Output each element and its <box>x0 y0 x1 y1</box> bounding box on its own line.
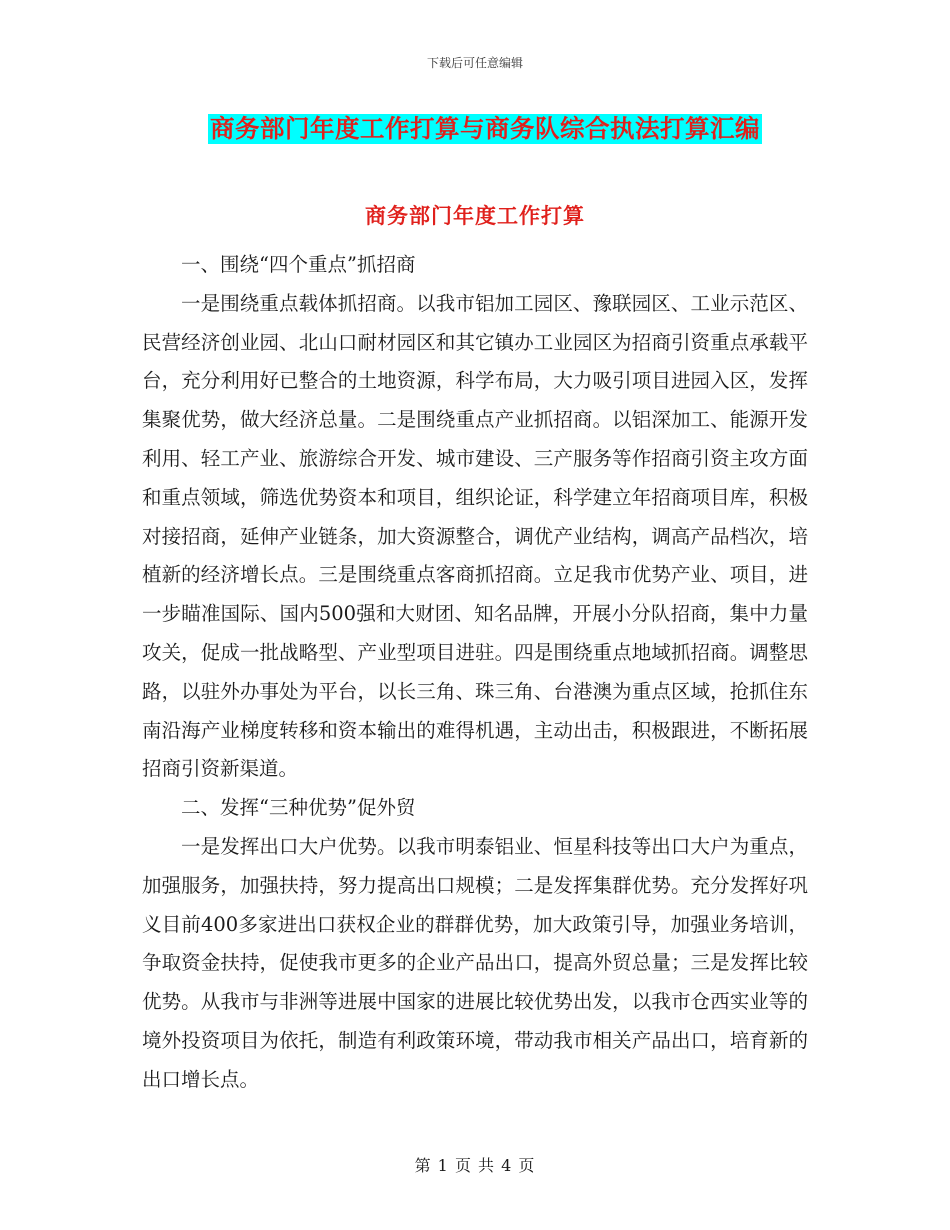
header-note: 下载后可任意编辑 <box>426 56 523 70</box>
page-number: 第 1 页 共 4 页 <box>414 1156 536 1175</box>
document-body <box>142 246 808 1100</box>
section-title: 商务部门年度工作打算 <box>365 203 585 228</box>
body-paragraph-1: 一是围绕重点载体抓招商。以我市铝加工园区、豫联园区、工业示范区、民营经济创业园、北山口耐材园区和其它镇办工业园区为招商引资重点承载平台，充分利用好已整合的土地资源，科学布局，大力吸引项目进园入区，发挥集聚优势，做大经济总量。二是围绕重点产业抓招商。以铝深加工、能源开发利用、轻工产业、旅游综合开发、城市建设、三产服务等作招商引资主攻方面和重点领域，筛选优势资本和项目，组织论证，科学建立年招商项目库，积极对接招商，延伸产业链条，加大资源整合，调优产业结构，调高产品档次，培植新的经济增长点。三是围绕重点客商抓招商。立足我市优势产业、项目，进一步瞄准国际、国内500强和大财团、知名品牌，开展小分队招商，集中力量攻关，促成一批战略型、产业型项目进驻。四是围绕重点地域抓招商。调整思路，以驻外办事处为平台，以长三角、珠三角、台港澳为重点区域，抢抓住东南沿海产业梯度转移和资本输出的难得机遇，主动出击，积极跟进，不断拓展招商引资新渠道。 <box>142 291 808 781</box>
body-paragraph-2: 一是发挥出口大户优势。以我市明泰铝业、恒星科技等出口大户为重点，加强服务，加强扶持，努力提高出口规模；二是发挥集群优势。充分发挥好巩义目前400多家进出口获权企业的群群优势，加大政策引导，加强业务培训，争取资金扶持，促使我市更多的企业产品出口，提高外贸总量；三是发挥比较优势。从我市与非洲等进展中国家的进展比较优势出发，以我市仓西实业等的境外投资项目为依托，制造有利政策环境，带动我市相关产品出口，培育新的出口增长点。 <box>142 834 808 1091</box>
heading-item-1: 一、围绕“四个重点”抓招商 <box>181 253 416 276</box>
document-title: 商务部门年度工作打算与商务队综合执法打算汇编 <box>210 114 760 143</box>
heading-item-2: 二、发挥“三种优势”促外贸 <box>181 796 416 820</box>
